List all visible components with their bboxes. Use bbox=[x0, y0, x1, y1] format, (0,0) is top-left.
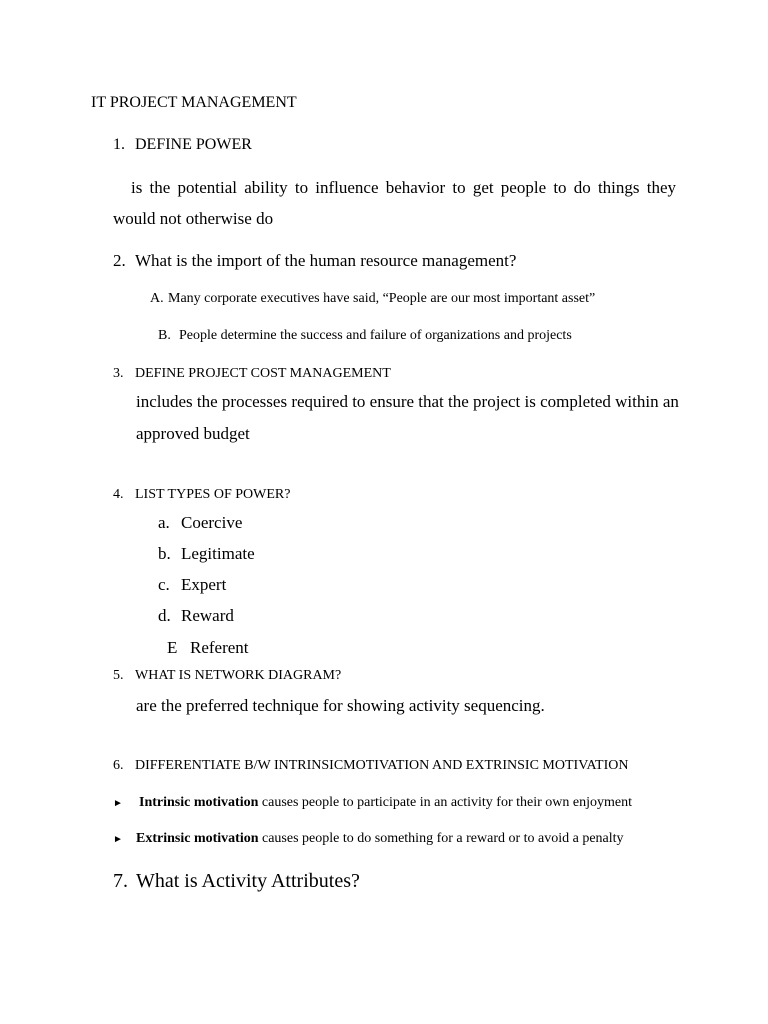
question-number: 3. bbox=[113, 366, 124, 381]
power-type-item bbox=[158, 514, 242, 531]
power-type-item bbox=[158, 607, 234, 624]
answer-3: includes the processes required to ensure that the project is completed within an approved budget bbox=[136, 392, 679, 443]
bullet-extrinsic bbox=[113, 832, 624, 846]
bullet-term: Intrinsic motivation bbox=[139, 795, 259, 810]
point-text: People determine the success and failure of organizations and projects bbox=[179, 328, 572, 343]
question-6 bbox=[113, 759, 629, 773]
question-heading: DEFINE POWER bbox=[135, 136, 252, 153]
item-marker: c. bbox=[158, 575, 170, 594]
item-text: Reward bbox=[181, 606, 234, 625]
power-type-item bbox=[167, 639, 249, 656]
question-number: 6. bbox=[113, 758, 124, 773]
bullet-arrow-icon: ► bbox=[113, 798, 123, 809]
item-text: Coercive bbox=[181, 513, 243, 532]
bullet-intrinsic bbox=[113, 796, 632, 810]
question-2 bbox=[113, 252, 516, 269]
question-heading: DEFINE PROJECT COST MANAGEMENT bbox=[135, 366, 391, 381]
question-number: 4. bbox=[113, 487, 124, 502]
power-type-item bbox=[158, 545, 255, 562]
answer-5: are the preferred technique for showing activity sequencing. bbox=[136, 696, 545, 715]
document-title: IT PROJECT MANAGEMENT bbox=[91, 94, 297, 111]
point-marker: A. bbox=[150, 291, 164, 306]
question-5 bbox=[113, 669, 341, 683]
question-heading: What is Activity Attributes? bbox=[136, 870, 360, 892]
question-number: 5. bbox=[113, 668, 124, 683]
question-number: 2. bbox=[113, 251, 126, 270]
bullet-text: causes people to do something for a reward or to avoid a penalty bbox=[262, 831, 624, 846]
answer-1: is the potential ability to influence behavior to get people to do things they would not otherwise do bbox=[113, 178, 676, 228]
item-text: Expert bbox=[181, 575, 227, 594]
item-marker: E bbox=[167, 638, 178, 657]
question-heading: LIST TYPES OF POWER? bbox=[135, 487, 291, 502]
power-type-item bbox=[158, 576, 226, 593]
question-7 bbox=[113, 871, 360, 891]
question-1 bbox=[113, 137, 252, 153]
point-b bbox=[158, 329, 572, 343]
question-4 bbox=[113, 488, 290, 502]
item-marker: b. bbox=[158, 544, 171, 563]
point-text: Many corporate executives have said, “People are our most important asset” bbox=[168, 291, 596, 306]
point-marker: B. bbox=[158, 328, 171, 343]
point-a bbox=[150, 292, 595, 306]
question-3 bbox=[113, 367, 391, 381]
bullet-term: Extrinsic motivation bbox=[136, 831, 259, 846]
item-text: Referent bbox=[190, 638, 249, 657]
item-text: Legitimate bbox=[181, 544, 255, 563]
question-number: 7. bbox=[113, 870, 128, 892]
bullet-arrow-icon: ► bbox=[113, 834, 123, 845]
question-number: 1. bbox=[113, 136, 125, 153]
bullet-text: causes people to participate in an activity for their own enjoyment bbox=[261, 795, 632, 810]
item-marker: a. bbox=[158, 513, 170, 532]
question-heading: DIFFERENTIATE B/W INTRINSICMOTIVATION AND EXTRINSIC MOTIVATION bbox=[135, 758, 629, 773]
item-marker: d. bbox=[158, 606, 171, 625]
question-heading: What is the import of the human resource management? bbox=[135, 251, 517, 270]
question-heading: WHAT IS NETWORK DIAGRAM? bbox=[135, 668, 342, 683]
